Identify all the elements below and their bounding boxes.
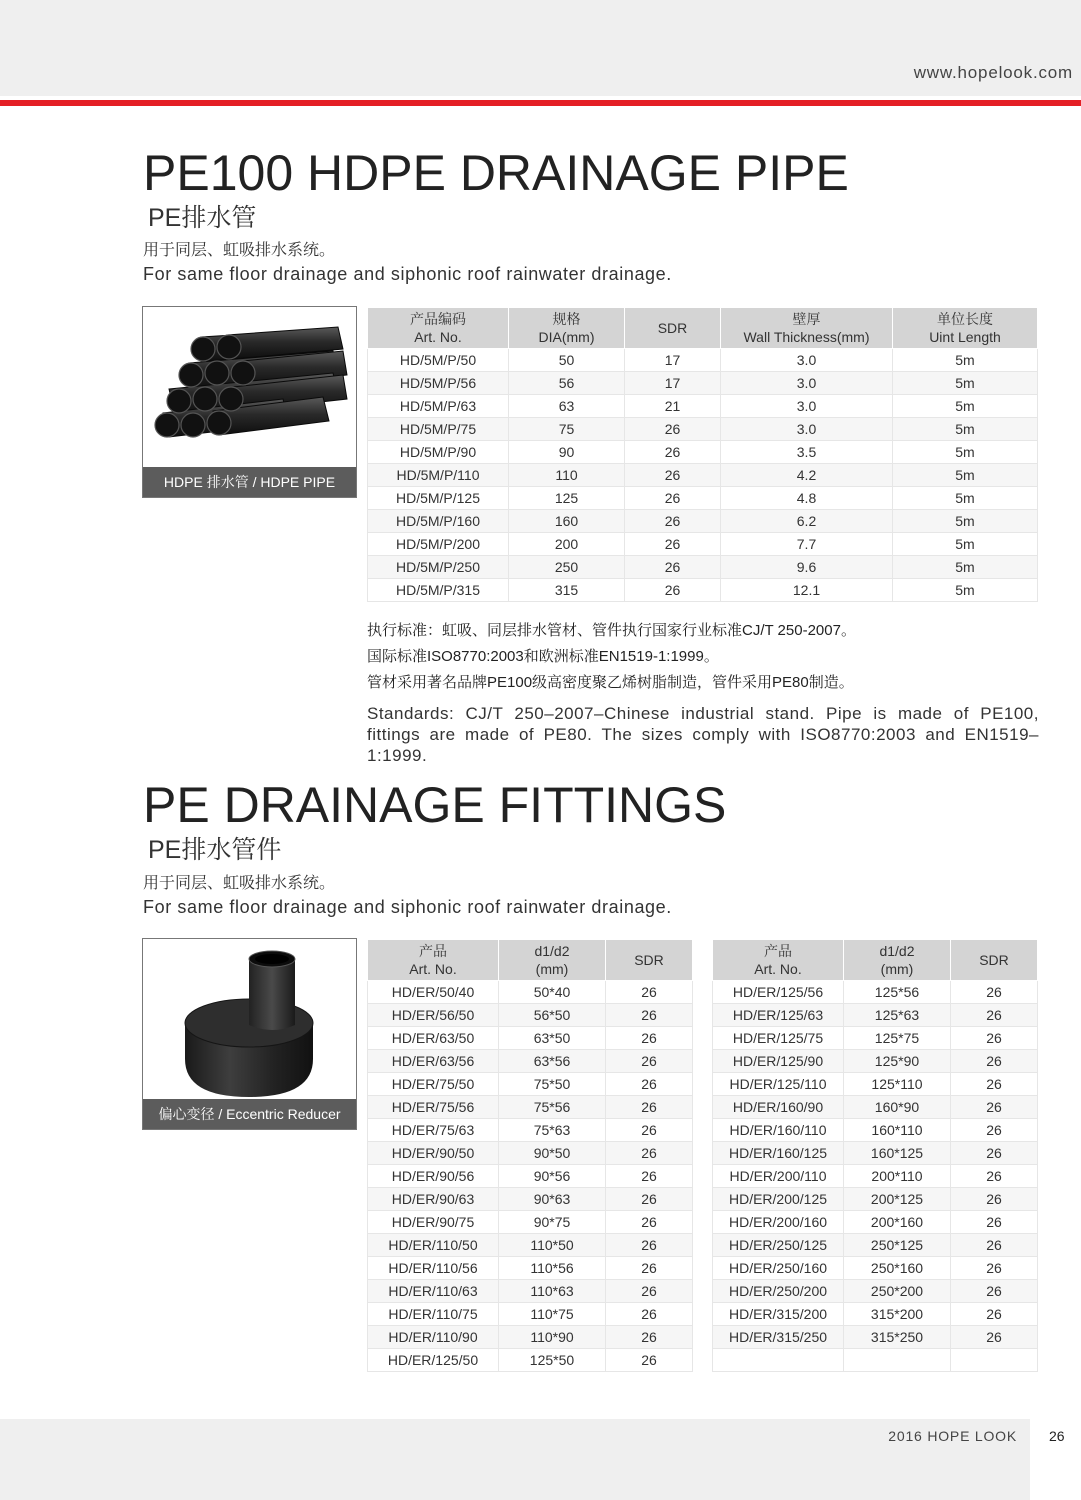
d1-d2-cell: 110*56: [499, 1257, 606, 1280]
d1-d2-cell: 160*125: [844, 1142, 951, 1165]
sdr-cell: 26: [951, 1280, 1038, 1303]
col-header-unit-length: 单位长度 Uint Length: [893, 308, 1038, 349]
table-row: [713, 1073, 1038, 1096]
col-header-sdr: SDR: [606, 940, 693, 981]
art-no-cell: HD/5M/P/75: [368, 418, 509, 441]
sdr-cell: 26: [606, 1303, 693, 1326]
table-row: [368, 1257, 693, 1280]
hdpe-pipe-bundle-image: [143, 307, 356, 467]
dia-cell: 315: [509, 579, 625, 602]
art-no-cell: HD/5M/P/110: [368, 464, 509, 487]
sdr-cell: 26: [606, 1096, 693, 1119]
art-no-cell: HD/ER/250/160: [713, 1257, 844, 1280]
pipe-subtitle-cn: PE排水管: [148, 204, 257, 232]
art-no-cell: HD/ER/160/110: [713, 1119, 844, 1142]
unit-length-cell: 5m: [893, 372, 1038, 395]
unit-length-cell: 5m: [893, 533, 1038, 556]
col-header-dia: 规格 DIA(mm): [509, 308, 625, 349]
standards-note-en: Standards: CJ/T 250–2007–Chinese industrial stand. Pipe is made of PE100, fittings are made of PE80. The sizes comply with ISO8770:2003 and EN1519–1:1999.: [367, 704, 1039, 765]
sdr-cell: 26: [606, 1234, 693, 1257]
footer-brand: 2016 HOPE LOOK: [888, 1428, 1017, 1444]
sdr-cell: 26: [951, 1096, 1038, 1119]
fittings-table-left: [367, 939, 693, 1372]
d1-d2-cell: 200*110: [844, 1165, 951, 1188]
dia-cell: 160: [509, 510, 625, 533]
pipe-photo-caption: HDPE 排水管 / HDPE PIPE: [143, 467, 356, 497]
sdr-cell: 26: [606, 1188, 693, 1211]
sdr-cell: 17: [625, 349, 721, 372]
table-row: [368, 1073, 693, 1096]
art-no-cell: HD/ER/250/125: [713, 1234, 844, 1257]
unit-length-cell: 5m: [893, 487, 1038, 510]
art-no-cell: HD/ER/110/63: [368, 1280, 499, 1303]
sdr-cell: 26: [606, 1027, 693, 1050]
art-no-cell: HD/5M/P/90: [368, 441, 509, 464]
d1-d2-cell: 63*56: [499, 1050, 606, 1073]
art-no-cell: HD/5M/P/125: [368, 487, 509, 510]
unit-length-cell: 5m: [893, 441, 1038, 464]
table-row: [368, 981, 693, 1004]
sdr-cell: 26: [606, 1004, 693, 1027]
wall-thickness-cell: 3.0: [721, 418, 893, 441]
art-no-cell: [713, 1349, 844, 1372]
table-row: [713, 1142, 1038, 1165]
d1-d2-cell: 250*160: [844, 1257, 951, 1280]
art-no-cell: HD/ER/250/200: [713, 1280, 844, 1303]
table-row: [368, 418, 1038, 441]
sdr-cell: 26: [951, 1119, 1038, 1142]
unit-length-cell: 5m: [893, 418, 1038, 441]
art-no-cell: HD/ER/125/75: [713, 1027, 844, 1050]
fittings-right-header-row: [713, 940, 1038, 981]
art-no-cell: HD/ER/110/75: [368, 1303, 499, 1326]
sdr-cell: 26: [606, 1119, 693, 1142]
sdr-cell: 26: [951, 1234, 1038, 1257]
table-row: [368, 1188, 693, 1211]
table-row: [713, 1211, 1038, 1234]
art-no-cell: HD/ER/90/75: [368, 1211, 499, 1234]
website-url[interactable]: www.hopelook.com: [913, 63, 1073, 82]
table-row: [368, 1119, 693, 1142]
pipe-description-cn: 用于同层、虹吸排水系统。: [143, 242, 336, 259]
sdr-cell: 26: [951, 1211, 1038, 1234]
art-no-cell: HD/ER/90/56: [368, 1165, 499, 1188]
wall-thickness-cell: 6.2: [721, 510, 893, 533]
table-row: [368, 487, 1038, 510]
art-no-cell: HD/ER/125/110: [713, 1073, 844, 1096]
d1-d2-cell: 315*200: [844, 1303, 951, 1326]
table-row: [368, 395, 1038, 418]
art-no-cell: HD/ER/110/56: [368, 1257, 499, 1280]
eccentric-reducer-image: [143, 939, 356, 1099]
wall-thickness-cell: 3.0: [721, 372, 893, 395]
fittings-description-cn: 用于同层、虹吸排水系统。: [143, 875, 336, 892]
d1-d2-cell: 160*110: [844, 1119, 951, 1142]
sdr-cell: 17: [625, 372, 721, 395]
d1-d2-cell: 75*50: [499, 1073, 606, 1096]
art-no-cell: HD/5M/P/315: [368, 579, 509, 602]
table-row: [713, 1326, 1038, 1349]
table-row: [368, 349, 1038, 372]
sdr-cell: 26: [606, 1211, 693, 1234]
d1-d2-cell: 63*50: [499, 1027, 606, 1050]
dia-cell: 250: [509, 556, 625, 579]
table-row: [368, 372, 1038, 395]
table-row: [713, 1303, 1038, 1326]
table-row: [368, 1004, 693, 1027]
d1-d2-cell: 125*56: [844, 981, 951, 1004]
fittings-left-header-row: [368, 940, 693, 981]
table-row: [368, 1142, 693, 1165]
art-no-cell: HD/5M/P/50: [368, 349, 509, 372]
art-no-cell: HD/ER/160/125: [713, 1142, 844, 1165]
col-header-d1-d2: d1/d2 (mm): [844, 940, 951, 981]
art-no-cell: HD/ER/56/50: [368, 1004, 499, 1027]
sdr-cell: 26: [606, 1326, 693, 1349]
unit-length-cell: 5m: [893, 349, 1038, 372]
d1-d2-cell: 50*40: [499, 981, 606, 1004]
dia-cell: 56: [509, 372, 625, 395]
d1-d2-cell: 125*110: [844, 1073, 951, 1096]
sdr-cell: 26: [951, 1326, 1038, 1349]
pipe-table-header-row: [368, 308, 1038, 349]
sdr-cell: 26: [606, 1165, 693, 1188]
table-row: [368, 1165, 693, 1188]
col-header-sdr: SDR: [625, 308, 721, 349]
unit-length-cell: 5m: [893, 510, 1038, 533]
table-row: [368, 1326, 693, 1349]
sdr-cell: 26: [606, 1280, 693, 1303]
table-row: [368, 579, 1038, 602]
d1-d2-cell: 200*125: [844, 1188, 951, 1211]
art-no-cell: HD/ER/63/50: [368, 1027, 499, 1050]
sdr-cell: 26: [606, 1073, 693, 1096]
sdr-cell: 26: [606, 981, 693, 1004]
table-row: [368, 1050, 693, 1073]
table-row: [713, 1257, 1038, 1280]
d1-d2-cell: 110*75: [499, 1303, 606, 1326]
art-no-cell: HD/ER/125/56: [713, 981, 844, 1004]
sdr-cell: 26: [625, 533, 721, 556]
table-row: [368, 1349, 693, 1372]
col-header-art-no: 产品 Art. No.: [368, 940, 499, 981]
table-row: [368, 1234, 693, 1257]
art-no-cell: HD/ER/90/63: [368, 1188, 499, 1211]
table-row: [713, 1027, 1038, 1050]
sdr-cell: 26: [951, 1188, 1038, 1211]
art-no-cell: HD/ER/110/90: [368, 1326, 499, 1349]
table-row: [368, 1303, 693, 1326]
art-no-cell: HD/ER/63/56: [368, 1050, 499, 1073]
pipe-spec-table: [367, 307, 1038, 602]
reducer-photo-caption: 偏心变径 / Eccentric Reducer: [143, 1099, 356, 1129]
art-no-cell: HD/ER/75/56: [368, 1096, 499, 1119]
d1-d2-cell: 250*125: [844, 1234, 951, 1257]
d1-d2-cell: 90*56: [499, 1165, 606, 1188]
pipe-description-en: For same floor drainage and siphonic roof rainwater drainage.: [143, 264, 672, 284]
art-no-cell: HD/ER/50/40: [368, 981, 499, 1004]
art-no-cell: HD/ER/315/250: [713, 1326, 844, 1349]
art-no-cell: HD/ER/125/90: [713, 1050, 844, 1073]
table-row: [713, 1349, 1038, 1372]
wall-thickness-cell: 3.0: [721, 395, 893, 418]
dia-cell: 125: [509, 487, 625, 510]
art-no-cell: HD/ER/75/50: [368, 1073, 499, 1096]
col-header-wall-thickness: 壁厚 Wall Thickness(mm): [721, 308, 893, 349]
d1-d2-cell: 75*56: [499, 1096, 606, 1119]
wall-thickness-cell: 7.7: [721, 533, 893, 556]
col-header-sdr: SDR: [951, 940, 1038, 981]
d1-d2-cell: 315*250: [844, 1326, 951, 1349]
table-row: [713, 1188, 1038, 1211]
wall-thickness-cell: 4.8: [721, 487, 893, 510]
reducer-photo-card: [142, 938, 357, 1130]
art-no-cell: HD/ER/315/200: [713, 1303, 844, 1326]
sdr-cell: 26: [625, 510, 721, 533]
sdr-cell: 26: [625, 579, 721, 602]
art-no-cell: HD/ER/200/160: [713, 1211, 844, 1234]
standards-note-cn-1: 执行标准：虹吸、同层排水管材、管件执行国家行业标准CJ/T 250-2007。: [367, 622, 856, 639]
art-no-cell: HD/5M/P/160: [368, 510, 509, 533]
d1-d2-cell: 250*200: [844, 1280, 951, 1303]
col-header-d1-d2: d1/d2 (mm): [499, 940, 606, 981]
sdr-cell: 26: [606, 1349, 693, 1372]
wall-thickness-cell: 3.0: [721, 349, 893, 372]
table-row: [368, 533, 1038, 556]
art-no-cell: HD/ER/125/50: [368, 1349, 499, 1372]
table-row: [368, 510, 1038, 533]
table-row: [713, 1050, 1038, 1073]
art-no-cell: HD/5M/P/56: [368, 372, 509, 395]
pipe-photo-card: [142, 306, 357, 498]
page-number: 26: [1049, 1428, 1065, 1444]
table-row: [713, 1096, 1038, 1119]
art-no-cell: HD/ER/75/63: [368, 1119, 499, 1142]
table-row: [368, 464, 1038, 487]
dia-cell: 63: [509, 395, 625, 418]
fittings-subtitle-cn: PE排水管件: [148, 836, 282, 864]
red-divider: [0, 100, 1081, 106]
sdr-cell: 26: [951, 1050, 1038, 1073]
dia-cell: 75: [509, 418, 625, 441]
unit-length-cell: 5m: [893, 556, 1038, 579]
art-no-cell: HD/ER/110/50: [368, 1234, 499, 1257]
table-row: [368, 1027, 693, 1050]
standards-note-cn-2: 国际标准ISO8770:2003和欧洲标准EN1519-1:1999。: [367, 648, 719, 665]
sdr-cell: 26: [951, 1073, 1038, 1096]
fittings-title: PE DRAINAGE FITTINGS: [143, 777, 727, 833]
table-row: [368, 1211, 693, 1234]
sdr-cell: 26: [606, 1050, 693, 1073]
d1-d2-cell: 75*63: [499, 1119, 606, 1142]
sdr-cell: 26: [625, 464, 721, 487]
art-no-cell: HD/ER/90/50: [368, 1142, 499, 1165]
fittings-table-right: [712, 939, 1038, 1372]
sdr-cell: 26: [951, 1004, 1038, 1027]
sdr-cell: 21: [625, 395, 721, 418]
d1-d2-cell: 200*160: [844, 1211, 951, 1234]
d1-d2-cell: 90*50: [499, 1142, 606, 1165]
d1-d2-cell: 110*50: [499, 1234, 606, 1257]
sdr-cell: 26: [625, 487, 721, 510]
d1-d2-cell: 56*50: [499, 1004, 606, 1027]
art-no-cell: HD/ER/160/90: [713, 1096, 844, 1119]
d1-d2-cell: 90*63: [499, 1188, 606, 1211]
unit-length-cell: 5m: [893, 579, 1038, 602]
sdr-cell: 26: [625, 441, 721, 464]
sdr-cell: 26: [951, 1027, 1038, 1050]
table-row: [713, 1234, 1038, 1257]
table-row: [713, 1165, 1038, 1188]
table-row: [368, 556, 1038, 579]
sdr-cell: 26: [951, 1257, 1038, 1280]
d1-d2-cell: 125*90: [844, 1050, 951, 1073]
table-row: [368, 1096, 693, 1119]
table-row: [713, 1004, 1038, 1027]
col-header-art-no: 产品编码 Art. No.: [368, 308, 509, 349]
d1-d2-cell: 125*63: [844, 1004, 951, 1027]
d1-d2-cell: 125*75: [844, 1027, 951, 1050]
sdr-cell: 26: [606, 1257, 693, 1280]
wall-thickness-cell: 12.1: [721, 579, 893, 602]
art-no-cell: HD/5M/P/63: [368, 395, 509, 418]
table-row: [713, 1119, 1038, 1142]
pipe-title: PE100 HDPE DRAINAGE PIPE: [143, 145, 849, 201]
standards-notes-cn: [367, 622, 1047, 700]
wall-thickness-cell: 3.5: [721, 441, 893, 464]
d1-d2-cell: 160*90: [844, 1096, 951, 1119]
art-no-cell: HD/ER/125/63: [713, 1004, 844, 1027]
d1-d2-cell: [844, 1349, 951, 1372]
art-no-cell: HD/ER/200/125: [713, 1188, 844, 1211]
art-no-cell: HD/5M/P/200: [368, 533, 509, 556]
d1-d2-cell: 125*50: [499, 1349, 606, 1372]
sdr-cell: 26: [625, 418, 721, 441]
table-row: [713, 1280, 1038, 1303]
d1-d2-cell: 90*75: [499, 1211, 606, 1234]
unit-length-cell: 5m: [893, 464, 1038, 487]
sdr-cell: 26: [951, 981, 1038, 1004]
unit-length-cell: 5m: [893, 395, 1038, 418]
table-row: [713, 981, 1038, 1004]
dia-cell: 200: [509, 533, 625, 556]
dia-cell: 50: [509, 349, 625, 372]
fittings-description-en: For same floor drainage and siphonic roof rainwater drainage.: [143, 897, 672, 917]
sdr-cell: 26: [951, 1142, 1038, 1165]
sdr-cell: 26: [951, 1303, 1038, 1326]
art-no-cell: HD/5M/P/250: [368, 556, 509, 579]
col-header-art-no: 产品 Art. No.: [713, 940, 844, 981]
sdr-cell: 26: [951, 1165, 1038, 1188]
sdr-cell: 26: [606, 1142, 693, 1165]
footer-band: [0, 1419, 1030, 1500]
wall-thickness-cell: 9.6: [721, 556, 893, 579]
sdr-cell: [951, 1349, 1038, 1372]
d1-d2-cell: 110*63: [499, 1280, 606, 1303]
sdr-cell: 26: [625, 556, 721, 579]
wall-thickness-cell: 4.2: [721, 464, 893, 487]
dia-cell: 110: [509, 464, 625, 487]
art-no-cell: HD/ER/200/110: [713, 1165, 844, 1188]
table-row: [368, 441, 1038, 464]
d1-d2-cell: 110*90: [499, 1326, 606, 1349]
standards-note-cn-3: 管材采用著名品牌PE100级高密度聚乙烯树脂制造，管件采用PE80制造。: [367, 674, 854, 691]
table-row: [368, 1280, 693, 1303]
dia-cell: 90: [509, 441, 625, 464]
